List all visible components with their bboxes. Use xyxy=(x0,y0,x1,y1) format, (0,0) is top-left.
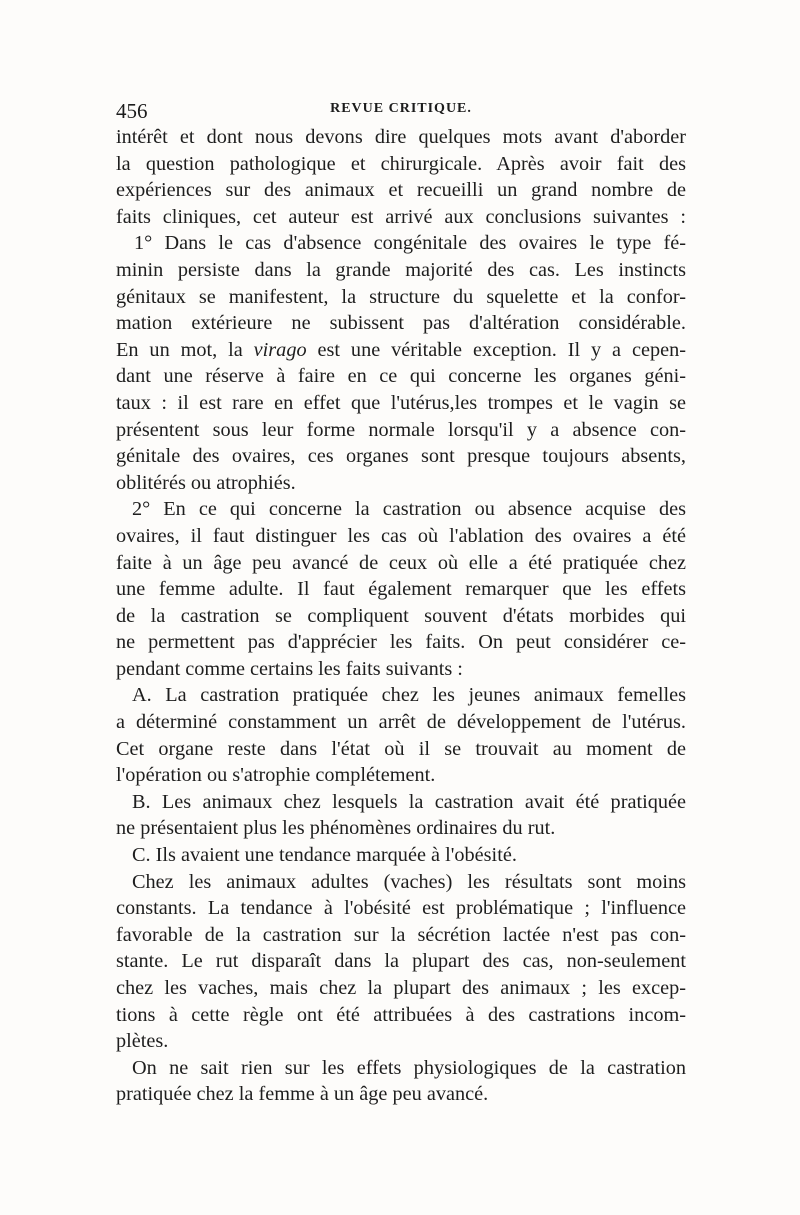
text-line: 1° Dans le cas d'absence congénitale des ovaires le type fé- xyxy=(134,232,686,255)
text-line: A. La castration pratiquée chez les jeunes animaux femelles xyxy=(132,684,686,707)
text-line: ne présentaient plus les phénomènes ordinaires du rut. xyxy=(116,817,556,840)
text-line: dant une réserve à faire en ce qui concerne les organes géni- xyxy=(116,365,686,388)
text-line: ne permettent pas d'apprécier les faits. On peut considérer ce- xyxy=(116,631,686,654)
text-line: la question pathologique et chirurgicale. Après avoir fait des xyxy=(116,152,686,175)
text-line: 2° En ce qui concerne la castration ou absence acquise des xyxy=(132,498,686,521)
text-line: Chez les animaux adultes (vaches) les résultats sont moins xyxy=(132,870,686,893)
text-line: faits cliniques, cet auteur est arrivé aux conclusions suivantes : xyxy=(116,205,686,228)
page-number: 456 xyxy=(116,99,148,123)
text-line: a déterminé constamment un arrêt de développement de l'utérus. xyxy=(116,711,686,734)
text-line: tions à cette règle ont été attribuées à des castrations incom- xyxy=(116,1003,686,1026)
text-line: pendant comme certains les faits suivants : xyxy=(116,657,463,680)
text-line: ovaires, il faut distinguer les cas où l'ablation des ovaires a été xyxy=(116,524,686,547)
text-line: Cet organe reste dans l'état où il se trouvait au moment de xyxy=(116,737,686,760)
italic-term: virago xyxy=(253,338,307,361)
text-line: génitaux se manifestent, la structure du squelette et la confor- xyxy=(116,285,686,308)
text-line: chez les vaches, mais chez la plupart des animaux ; les excep- xyxy=(116,977,686,999)
running-title: REVUE CRITIQUE. xyxy=(330,101,472,116)
text-line: l'opération ou s'atrophie complétement. xyxy=(116,764,436,787)
text-line: stante. Le rut disparaît dans la plupart des cas, non-seulement xyxy=(116,950,686,973)
text-line: faite à un âge peu avancé de ceux où elle a été pratiquée chez xyxy=(116,551,686,574)
text-line: de la castration se compliquent souvent d'états morbides qui xyxy=(116,604,686,627)
text-line: C. Ils avaient une tendance marquée à l'obésité. xyxy=(132,844,517,867)
text-line: présentent sous leur forme normale lorsqu'il y a absence con- xyxy=(116,418,686,441)
text-line: On ne sait rien sur les effets physiologiques de la castration xyxy=(132,1056,686,1079)
text-line-with-italic: En un mot, la virago est une véritable exception. Il y a cepen- xyxy=(116,338,686,361)
text-line: expériences sur des animaux et recueilli un grand nombre de xyxy=(116,179,686,202)
body-text xyxy=(116,124,686,1108)
text-line: intérêt et dont nous devons dire quelques mots avant d'aborder xyxy=(116,126,686,148)
text-line: constants. La tendance à l'obésité est problématique ; l'influence xyxy=(116,897,686,920)
text-line: génitale des ovaires, ces organes sont presque toujours absents, xyxy=(116,445,686,468)
text-line: mation extérieure ne subissent pas d'altération considérable. xyxy=(116,312,686,335)
text-line: favorable de la castration sur la sécrétion lactée n'est pas con- xyxy=(116,923,686,946)
text-line: une femme adulte. Il faut également remarquer que les effets xyxy=(116,578,686,601)
text-line: minin persiste dans la grande majorité des cas. Les instincts xyxy=(116,258,686,281)
text-line: B. Les animaux chez lesquels la castration avait été pratiquée xyxy=(132,790,686,813)
text-line: taux : il est rare en effet que l'utérus,les trompes et le vagin se xyxy=(116,391,686,414)
text-line: pratiquée chez la femme à un âge peu avancé. xyxy=(116,1083,489,1106)
page-header xyxy=(116,98,686,124)
text-line: oblitérés ou atrophiés. xyxy=(116,471,296,494)
text-line: plètes. xyxy=(116,1030,169,1053)
